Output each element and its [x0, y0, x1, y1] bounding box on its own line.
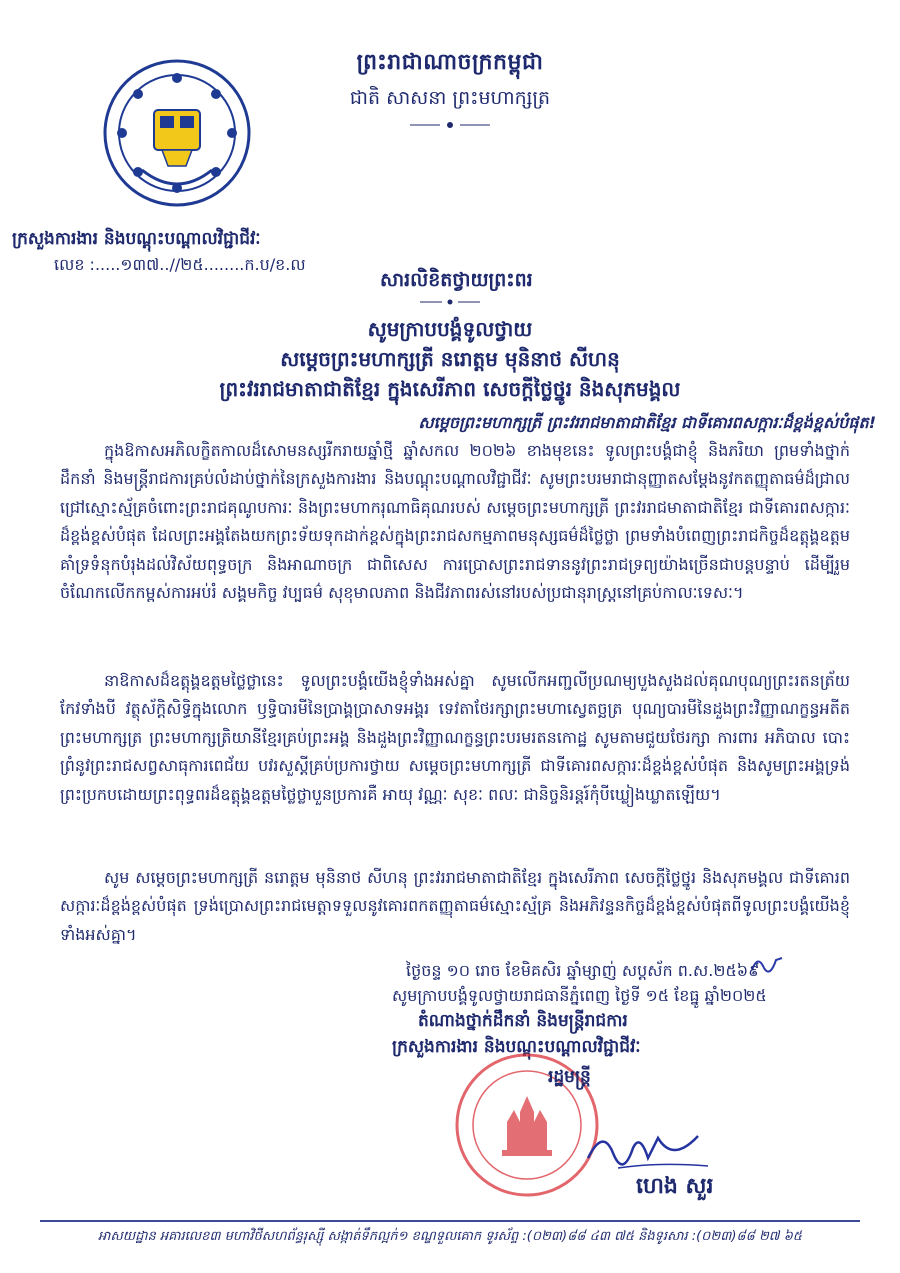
ornament-divider	[420, 298, 480, 306]
body-paragraph: ក្នុងឱកាសអភិលក្ខិតកាលដ៏សោមនស្សរីករាយឆ្នាំថ្មី ឆ្នាំសកល ២០២៦ ខាងមុខនេះ ទូលព្រះបង្គំជាខ្ញុំ និងភរិយា ព្រមទាំងថ្នាក់ដឹកនាំ និងមន្ត្រីរាជការគ្រប់លំដាប់ថ្នាក់នៃក្រសួងការងារ និងបណ្តុះបណ្តាលវិជ្ជាជីវៈ សូមព្រះបរមរាជានុញ្ញាតសម្តែងនូវកតញ្ញុតាធម៌ដ៏ជ្រាលជ្រៅស្មោះស្ម័គ្រចំពោះព្រះរាជគុណូបការៈ និងព្រះមហាករុណាធិគុណរបស់ សម្តេចព្រះមហាក្សត្រី ព្រះវររាជមាតាជាតិខ្មែរ ជាទីគោរពសក្ការៈដ៏ខ្ពង់ខ្ពស់បំផុត ដែលព្រះអង្គតែងយកព្រះទ័យទុកដាក់ខ្ពស់ក្នុងព្រះរាជសកម្មភាពមនុស្សធម៌ដ៏ថ្លៃថ្លា ព្រមទាំងបំពេញព្រះរាជកិច្ចដ៏ឧត្តុង្គឧត្តមគាំទ្រទំនុកបំរុងដល់វិស័យពុទ្ធចក្រ និងអាណាចក្រ ជាពិសេស ការប្រោសព្រះរាជទាននូវព្រះរាជទ្រព្យយ៉ាងច្រើនជាបន្តបន្ទាប់ ដើម្បីរួមចំណែកលើកកម្ពស់ការអប់រំ សង្គមកិច្ច វប្បធម៌ សុខុមាលភាព និងជីវភាពរស់នៅរបស់ប្រជានុរាស្ត្រនៅគ្រប់កាលៈទេសៈ។	[60, 441, 850, 603]
lunar-date: ថ្ងៃចន្ទ ១០ រោច ខែមិគសិរ ឆ្នាំម្សាញ់ សប្តស័ក ព.ស.២៥៦៩	[406, 961, 760, 980]
signatory-role: តំណាងថ្នាក់ដឹកនាំ និងមន្ត្រីរាជការ	[418, 1011, 628, 1031]
handwritten-signature-icon	[578, 1118, 718, 1178]
ornament-divider	[410, 120, 490, 130]
salutation-tagline: សម្តេចព្រះមហាក្សត្រី ព្រះវររាជមាតាជាតិខ្មែរ ជាទីគោរពសក្ការៈដ៏ខ្ពង់ខ្ពស់បំផុត!	[418, 413, 876, 432]
national-motto: ជាតិ សាសនា ព្រះមហាក្សត្រ	[349, 87, 551, 109]
kingdom-heading: ព្រះរាជាណាចក្រកម្ពុជា	[356, 50, 544, 75]
document-title: សារលិខិតថ្វាយព្រះពរ	[380, 269, 533, 291]
addressee-title: ព្រះវររាជមាតាជាតិខ្មែរ ក្នុងសេរីភាព សេចក្តីថ្លៃថ្នូរ និងសុភមង្គល	[219, 377, 681, 401]
reference-number: លេខ :.....១៣៧..//២៥........ក.ប/ខ.ល	[54, 255, 306, 274]
signatory-ministry: ក្រសួងការងារ និងបណ្តុះបណ្តាលវិជ្ជាជីវៈ	[392, 1037, 641, 1057]
ministry-emblem-icon	[102, 58, 252, 208]
place-date: សូមក្រាបបង្គំទូលថ្វាយរាជធានីភ្នំពេញ ថ្ងៃទី ១៥ ខែធ្នូ ឆ្នាំ២០២៥	[392, 986, 767, 1005]
signatory-title: រដ្ឋមន្ត្រី	[548, 1067, 591, 1087]
footer-divider	[40, 1220, 860, 1222]
body-paragraph: នាឱកាសដ៏ឧត្តុង្គឧត្តមថ្លៃថ្លានេះ ទូលព្រះបង្គំយើងខ្ញុំទាំងអស់គ្នា សូមលើកអញ្ជលីប្រណម្យបួងសួងដល់គុណបុណ្យព្រះរតនត្រ័យ កែវទាំងបី វត្ថុស័ក្តិសិទ្ធិក្នុងលោក ឫទ្ធិបារមីនៃប្រាង្គប្រាសាទអង្គរ ទេវតាថែរក្សាព្រះមហាស្វេតច្ឆត្រ បុណ្យបារមីនៃដួងព្រះវិញ្ញាណក្ខន្ធអតីតព្រះមហាក្សត្រ ព្រះមហាក្សត្រិយានីខ្មែរគ្រប់ព្រះអង្គ និងដួងព្រះវិញ្ញាណក្ខន្ធព្រះបរមរតនកោដ្ឋ សូមតាមជួយថែរក្សា ការពារ អភិបាល បោះព្រំនូវព្រះរាជសព្វសាធុការពេជ័យ បវរសួស្តីគ្រប់ប្រការថ្វាយ សម្តេចព្រះមហាក្សត្រី ជាទីគោរពសក្ការៈដ៏ខ្ពង់ខ្ពស់បំផុត និងសូមព្រះអង្គទ្រង់ព្រះប្រកបដោយព្រះពុទ្ធពរដ៏ឧត្តុង្គឧត្តមថ្លៃថ្លាបួនប្រការគឺ អាយុ វណ្ណៈ សុខៈ ពលៈ ជានិច្ចនិរន្តរ៍កុំបីឃ្លៀងឃ្លាតឡើយ។	[60, 671, 850, 804]
signatory-name: ហេង សួរ	[636, 1174, 714, 1199]
ministry-name: ក្រសួងការងារ និងបណ្តុះបណ្តាលវិជ្ជាជីវៈ	[12, 229, 261, 249]
addressee-name: សម្តេចព្រះមហាក្សត្រី នរោត្តម មុនិនាថ សីហនុ	[280, 347, 620, 371]
footer-address: អាសយដ្ឋាន អគារលេខ៣ មហាវិថីសហព័ន្ធរុស្ស៊ី សង្កាត់ទឹកល្អក់១ ខណ្ឌទួលគោក ទូរស័ព្ទ :(០២៣)៨៨ ៤៣ ៧៥ និងទូរសារ :(០២៣)៨៨ ២៧ ៦៥	[97, 1229, 802, 1244]
body-paragraph: សូម សម្តេចព្រះមហាក្សត្រី នរោត្តម មុនិនាថ សីហនុ ព្រះវររាជមាតាជាតិខ្មែរ ក្នុងសេរីភាព សេចក្តីថ្លៃថ្នូរ និងសុភមង្គល ជាទីគោរពសក្ការៈដ៏ខ្ពង់ខ្ពស់បំផុត ទ្រង់ប្រោសព្រះរាជមេត្តាទទួលនូវគោរពកតញ្ញុតាធម៌ស្មោះស្ម័គ្រ និងអភិវន្ទនកិច្ចដ៏ខ្ពង់ខ្ពស់បំផុតពីទូលព្រះបង្គំយើងខ្ញុំទាំងអស់គ្នា។	[60, 868, 850, 944]
address-line: សូមក្រាបបង្គំទូលថ្វាយ	[367, 317, 533, 341]
